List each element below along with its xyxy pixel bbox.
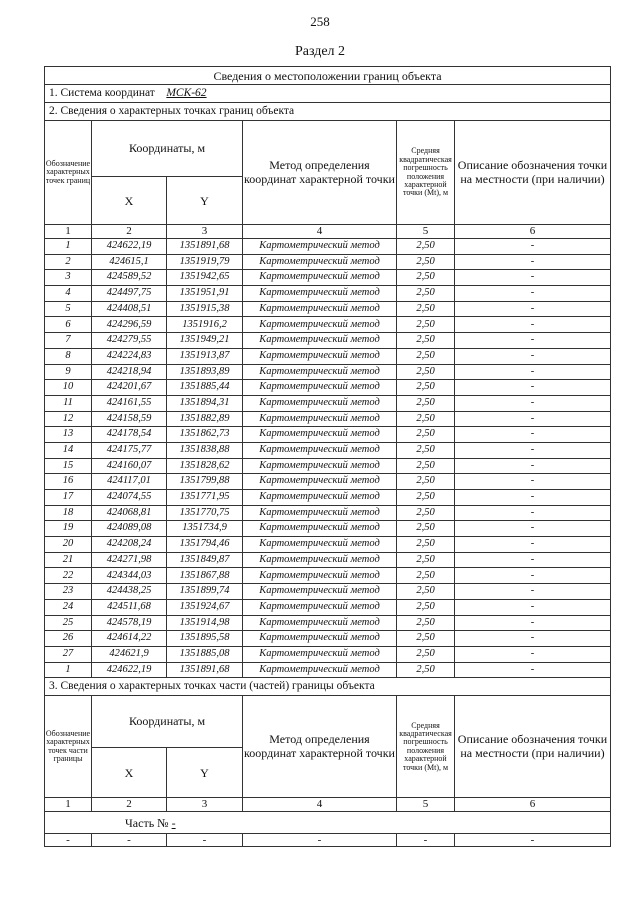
method: Картометрический метод <box>243 254 397 270</box>
description: - <box>455 301 611 317</box>
method: Картометрический метод <box>243 521 397 537</box>
table-row <box>45 254 611 270</box>
error: 2,50 <box>397 380 455 396</box>
header3-point: Обозначение характерных точек части границы <box>45 696 92 798</box>
coord-y: 1351891,68 <box>167 662 243 678</box>
empty-cell: - <box>397 834 455 847</box>
table-row <box>45 239 611 255</box>
error: 2,50 <box>397 254 455 270</box>
point-number: 7 <box>45 333 92 349</box>
part-label: Часть № <box>125 815 169 830</box>
coord-y: 1351734,9 <box>167 521 243 537</box>
coord-y: 1351893,89 <box>167 364 243 380</box>
empty-cell: - <box>167 834 243 847</box>
header-point: Обозначение характерных точек границ <box>45 121 92 225</box>
boundary-table <box>44 66 611 847</box>
coord-y: 1351951,91 <box>167 286 243 302</box>
col-num: 3 <box>167 798 243 812</box>
coord-x: 424614,22 <box>92 631 167 647</box>
description: - <box>455 442 611 458</box>
point-number: 1 <box>45 239 92 255</box>
point-number: 5 <box>45 301 92 317</box>
table-row <box>45 411 611 427</box>
header-method: Метод определения координат характерной точки <box>243 121 397 225</box>
method: Картометрический метод <box>243 568 397 584</box>
point-number: 10 <box>45 380 92 396</box>
description: - <box>455 646 611 662</box>
coord-y: 1351770,75 <box>167 505 243 521</box>
header3-description: Описание обозначения точки на местности (при наличии) <box>455 696 611 798</box>
description: - <box>455 615 611 631</box>
error: 2,50 <box>397 270 455 286</box>
error: 2,50 <box>397 631 455 647</box>
method: Картометрический метод <box>243 615 397 631</box>
coord-x: 424161,55 <box>92 395 167 411</box>
point-number: 18 <box>45 505 92 521</box>
col-num: 5 <box>397 225 455 239</box>
error: 2,50 <box>397 286 455 302</box>
coord-y: 1351885,08 <box>167 646 243 662</box>
empty-cell: - <box>92 834 167 847</box>
header-coords: Координаты, м <box>92 121 243 177</box>
table-row <box>45 662 611 678</box>
table-row <box>45 646 611 662</box>
error: 2,50 <box>397 427 455 443</box>
col-num: 4 <box>243 798 397 812</box>
description: - <box>455 490 611 506</box>
coord-system-value: МСК-62 <box>166 86 207 99</box>
table-row <box>45 552 611 568</box>
coord-x: 424271,98 <box>92 552 167 568</box>
method: Картометрический метод <box>243 442 397 458</box>
coord-y: 1351882,89 <box>167 411 243 427</box>
coord-x: 424160,07 <box>92 458 167 474</box>
description: - <box>455 380 611 396</box>
table-row <box>45 631 611 647</box>
point-number: 9 <box>45 364 92 380</box>
point-number: 26 <box>45 631 92 647</box>
point-number: 14 <box>45 442 92 458</box>
coord-y: 1351916,2 <box>167 317 243 333</box>
error: 2,50 <box>397 490 455 506</box>
method: Картометрический метод <box>243 395 397 411</box>
table-row <box>45 505 611 521</box>
method: Картометрический метод <box>243 599 397 615</box>
description: - <box>455 537 611 553</box>
method: Картометрический метод <box>243 490 397 506</box>
header-error: Средняя квадратическая погрешность положения характерной точки (Mt), м <box>397 121 455 225</box>
point-number: 1 <box>45 662 92 678</box>
coord-x: 424438,25 <box>92 584 167 600</box>
description: - <box>455 333 611 349</box>
point-number: 19 <box>45 521 92 537</box>
method: Картометрический метод <box>243 646 397 662</box>
point-number: 21 <box>45 552 92 568</box>
table-row <box>45 584 611 600</box>
coord-x: 424224,83 <box>92 348 167 364</box>
coord-y: 1351828,62 <box>167 458 243 474</box>
coord-x: 424578,19 <box>92 615 167 631</box>
point-number: 22 <box>45 568 92 584</box>
table-row <box>45 395 611 411</box>
point-number: 15 <box>45 458 92 474</box>
coord-y: 1351915,38 <box>167 301 243 317</box>
method: Картометрический метод <box>243 286 397 302</box>
col-num: 3 <box>167 225 243 239</box>
error: 2,50 <box>397 537 455 553</box>
table-row <box>45 427 611 443</box>
coord-x: 424068,81 <box>92 505 167 521</box>
col-num: 2 <box>92 225 167 239</box>
column-number-row-3 <box>45 798 611 812</box>
coord-x: 424089,08 <box>92 521 167 537</box>
table-row <box>45 599 611 615</box>
point-number: 25 <box>45 615 92 631</box>
error: 2,50 <box>397 442 455 458</box>
method: Картометрический метод <box>243 662 397 678</box>
description: - <box>455 427 611 443</box>
method: Картометрический метод <box>243 364 397 380</box>
point-number: 4 <box>45 286 92 302</box>
error: 2,50 <box>397 364 455 380</box>
point-number: 16 <box>45 474 92 490</box>
col-num: 2 <box>92 798 167 812</box>
coord-x: 424622,19 <box>92 662 167 678</box>
table-row <box>45 537 611 553</box>
coord-x: 424511,68 <box>92 599 167 615</box>
description: - <box>455 552 611 568</box>
table-row <box>45 474 611 490</box>
point-number: 6 <box>45 317 92 333</box>
description: - <box>455 395 611 411</box>
error: 2,50 <box>397 348 455 364</box>
table-row <box>45 568 611 584</box>
error: 2,50 <box>397 301 455 317</box>
method: Картометрический метод <box>243 537 397 553</box>
method: Картометрический метод <box>243 333 397 349</box>
coord-y: 1351885,44 <box>167 380 243 396</box>
col-num: 1 <box>45 798 92 812</box>
coord-x: 424158,59 <box>92 411 167 427</box>
header3-y: Y <box>167 748 243 798</box>
empty-cell: - <box>45 834 92 847</box>
table-title: Сведения о местоположении границ объекта <box>45 67 611 85</box>
table-row <box>45 286 611 302</box>
description: - <box>455 584 611 600</box>
table-row <box>45 458 611 474</box>
table-row <box>45 270 611 286</box>
error: 2,50 <box>397 395 455 411</box>
description: - <box>455 568 611 584</box>
method: Картометрический метод <box>243 411 397 427</box>
header3-coords: Координаты, м <box>92 696 243 748</box>
description: - <box>455 317 611 333</box>
method: Картометрический метод <box>243 458 397 474</box>
header-y: Y <box>167 177 243 225</box>
description: - <box>455 364 611 380</box>
method: Картометрический метод <box>243 631 397 647</box>
coord-y: 1351794,46 <box>167 537 243 553</box>
error: 2,50 <box>397 333 455 349</box>
point-number: 17 <box>45 490 92 506</box>
coord-x: 424117,01 <box>92 474 167 490</box>
coord-x: 424201,67 <box>92 380 167 396</box>
table-row <box>45 301 611 317</box>
coord-x: 424615,1 <box>92 254 167 270</box>
description: - <box>455 270 611 286</box>
coord-y: 1351894,31 <box>167 395 243 411</box>
coord-y: 1351899,74 <box>167 584 243 600</box>
point-number: 12 <box>45 411 92 427</box>
error: 2,50 <box>397 521 455 537</box>
table-row <box>45 348 611 364</box>
header-x: X <box>92 177 167 225</box>
description: - <box>455 239 611 255</box>
coord-y: 1351891,68 <box>167 239 243 255</box>
coord-y: 1351942,65 <box>167 270 243 286</box>
col-num: 4 <box>243 225 397 239</box>
page-number: 258 <box>310 14 330 29</box>
coord-x: 424208,24 <box>92 537 167 553</box>
error: 2,50 <box>397 317 455 333</box>
header3-error: Средняя квадратическая погрешность положения характерной точки (Mt), м <box>397 696 455 798</box>
coord-y: 1351867,88 <box>167 568 243 584</box>
error: 2,50 <box>397 662 455 678</box>
method: Картометрический метод <box>243 474 397 490</box>
empty-part-row <box>45 834 611 847</box>
coord-x: 424175,77 <box>92 442 167 458</box>
table-row <box>45 333 611 349</box>
method: Картометрический метод <box>243 380 397 396</box>
header-description: Описание обозначения точки на местности (при наличии) <box>455 121 611 225</box>
coord-y: 1351924,67 <box>167 599 243 615</box>
coord-x: 424589,52 <box>92 270 167 286</box>
header3-x: X <box>92 748 167 798</box>
error: 2,50 <box>397 458 455 474</box>
point-number: 27 <box>45 646 92 662</box>
coord-x: 424218,94 <box>92 364 167 380</box>
description: - <box>455 505 611 521</box>
description: - <box>455 599 611 615</box>
error: 2,50 <box>397 584 455 600</box>
coord-x: 424178,54 <box>92 427 167 443</box>
method: Картометрический метод <box>243 505 397 521</box>
coord-system-row <box>45 85 611 103</box>
error: 2,50 <box>397 646 455 662</box>
table-row <box>45 490 611 506</box>
point-number: 13 <box>45 427 92 443</box>
col-num: 1 <box>45 225 92 239</box>
empty-cell: - <box>455 834 611 847</box>
coord-y: 1351913,87 <box>167 348 243 364</box>
method: Картометрический метод <box>243 239 397 255</box>
coord-x: 424408,51 <box>92 301 167 317</box>
error: 2,50 <box>397 552 455 568</box>
table-row <box>45 380 611 396</box>
description: - <box>455 458 611 474</box>
method: Картометрический метод <box>243 301 397 317</box>
coord-y: 1351914,98 <box>167 615 243 631</box>
description: - <box>455 348 611 364</box>
coord-x: 424621,9 <box>92 646 167 662</box>
table-row <box>45 317 611 333</box>
table-row <box>45 521 611 537</box>
point-number: 20 <box>45 537 92 553</box>
col-num: 6 <box>455 798 611 812</box>
point-number: 11 <box>45 395 92 411</box>
coord-y: 1351862,73 <box>167 427 243 443</box>
description: - <box>455 254 611 270</box>
column-number-row <box>45 225 611 239</box>
coord-y: 1351799,88 <box>167 474 243 490</box>
description: - <box>455 521 611 537</box>
point-number: 2 <box>45 254 92 270</box>
method: Картометрический метод <box>243 584 397 600</box>
error: 2,50 <box>397 615 455 631</box>
coord-system-label: 1. Система координат <box>49 86 155 99</box>
error: 2,50 <box>397 474 455 490</box>
coord-y: 1351771,95 <box>167 490 243 506</box>
coord-x: 424344,03 <box>92 568 167 584</box>
error: 2,50 <box>397 505 455 521</box>
section-3-title: 3. Сведения о характерных точках части (частей) границы объекта <box>45 678 611 696</box>
section-2-title: 2. Сведения о характерных точках границ объекта <box>45 103 611 121</box>
description: - <box>455 662 611 678</box>
point-number: 24 <box>45 599 92 615</box>
error: 2,50 <box>397 411 455 427</box>
coord-x: 424622,19 <box>92 239 167 255</box>
method: Картометрический метод <box>243 427 397 443</box>
error: 2,50 <box>397 568 455 584</box>
description: - <box>455 411 611 427</box>
table-row <box>45 615 611 631</box>
coord-y: 1351838,88 <box>167 442 243 458</box>
coord-x: 424279,55 <box>92 333 167 349</box>
error: 2,50 <box>397 599 455 615</box>
method: Картометрический метод <box>243 270 397 286</box>
coord-y: 1351949,21 <box>167 333 243 349</box>
method: Картометрический метод <box>243 348 397 364</box>
coord-x: 424074,55 <box>92 490 167 506</box>
method: Картометрический метод <box>243 317 397 333</box>
part-row <box>45 812 611 834</box>
col-num: 6 <box>455 225 611 239</box>
method: Картометрический метод <box>243 552 397 568</box>
point-number: 8 <box>45 348 92 364</box>
coord-y: 1351895,58 <box>167 631 243 647</box>
description: - <box>455 286 611 302</box>
coord-x: 424497,75 <box>92 286 167 302</box>
coord-y: 1351849,87 <box>167 552 243 568</box>
description: - <box>455 631 611 647</box>
coord-y: 1351919,79 <box>167 254 243 270</box>
table-row <box>45 364 611 380</box>
section-title: Раздел 2 <box>294 44 346 59</box>
description: - <box>455 474 611 490</box>
part-value: - <box>171 815 176 830</box>
point-number: 3 <box>45 270 92 286</box>
coord-x: 424296,59 <box>92 317 167 333</box>
point-number: 23 <box>45 584 92 600</box>
empty-cell: - <box>243 834 397 847</box>
header3-method: Метод определения координат характерной точки <box>243 696 397 798</box>
table-row <box>45 442 611 458</box>
error: 2,50 <box>397 239 455 255</box>
col-num: 5 <box>397 798 455 812</box>
